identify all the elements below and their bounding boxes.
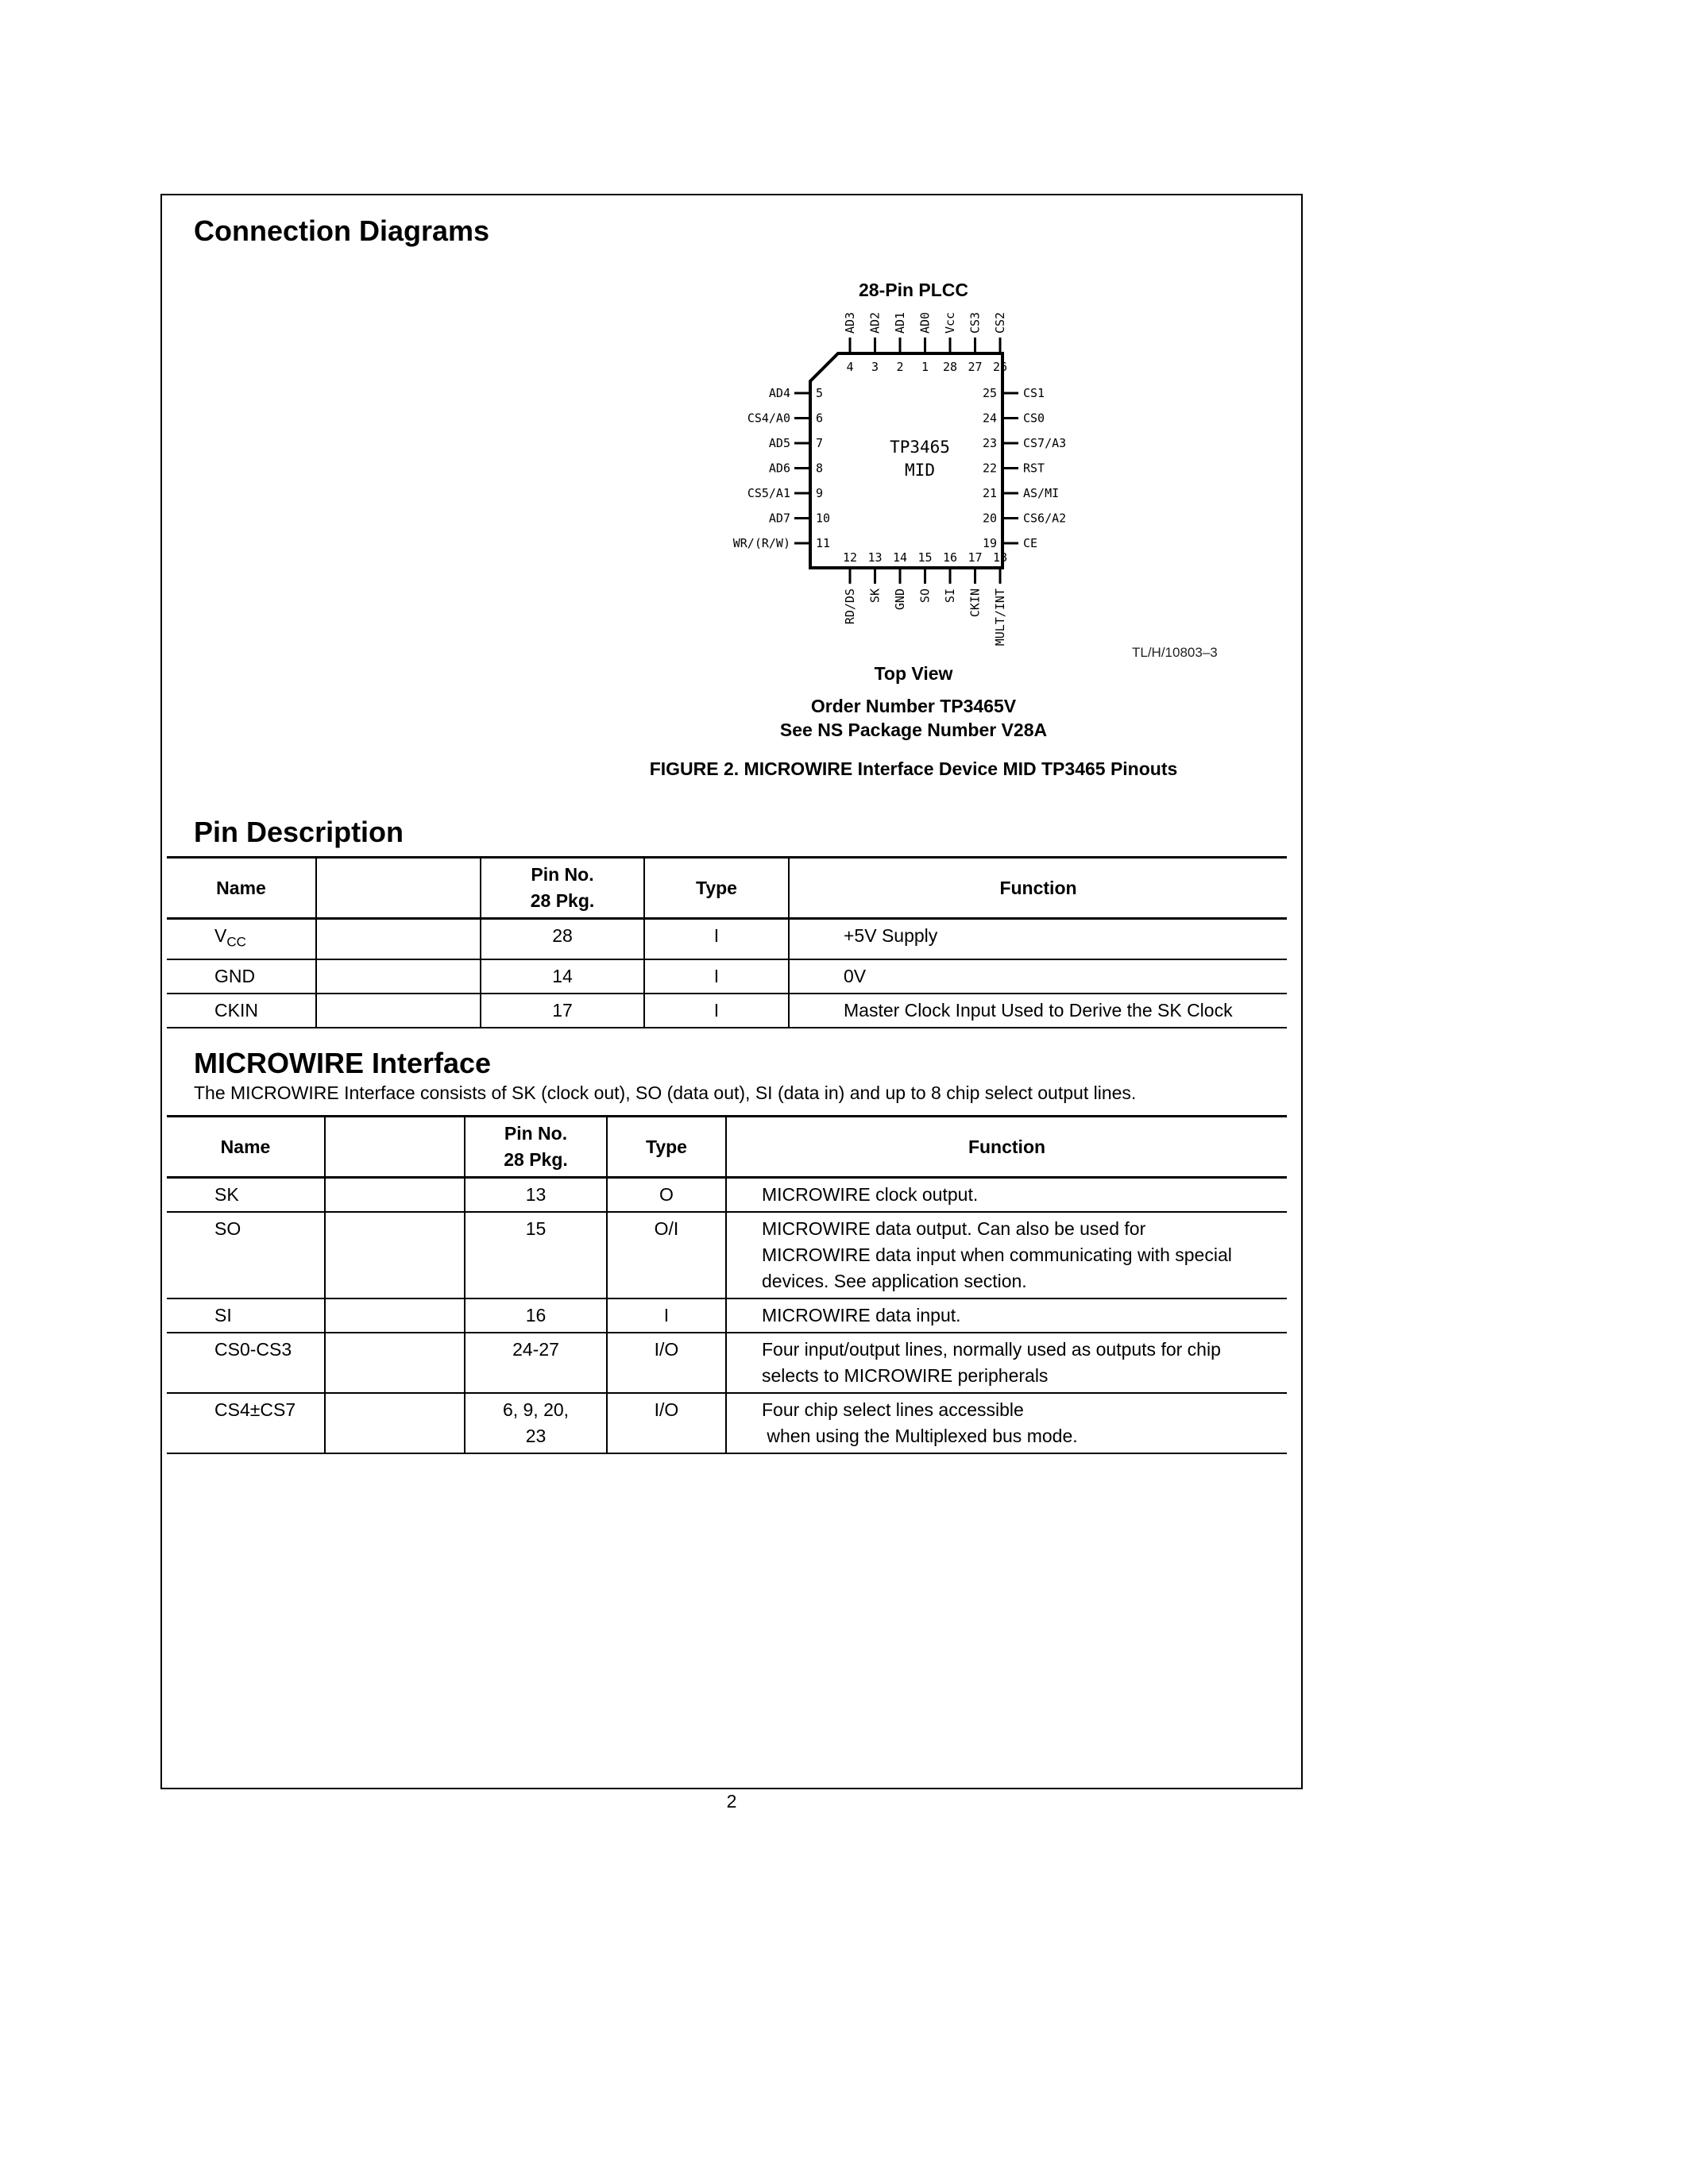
pin-label-right: CS0 <box>1023 411 1045 426</box>
pin-label-left: CS4/A0 <box>747 411 790 426</box>
col-type: Type <box>607 1117 726 1178</box>
microwire-title: MICROWIRE Interface <box>194 1047 492 1079</box>
col-type: Type <box>644 858 789 919</box>
pin-number-right: 19 <box>982 536 997 550</box>
pin-number-bottom: 17 <box>968 550 983 565</box>
pin-label-left: AD5 <box>768 436 790 450</box>
tl-code: TL/H/10803–3 <box>1132 645 1218 660</box>
col-function: Function <box>726 1117 1287 1178</box>
pin-label-right: AS/MI <box>1023 486 1060 500</box>
pin-label-right: CE <box>1023 536 1038 550</box>
order-number: Order Number TP3465V <box>810 696 1017 716</box>
pin-label-bottom: SO <box>917 588 933 604</box>
pin-label-right: CS1 <box>1023 386 1045 400</box>
pin-label-left: WR/(R/W) <box>732 536 790 550</box>
pin-number-bottom: 12 <box>842 550 858 565</box>
pin-number-top: 4 <box>846 360 854 374</box>
pin-label-left: AD4 <box>768 386 790 400</box>
table-row: CS4±CS7 6, 9, 20, 23 I/O Four chip select lines accessible when using the Multiplexed bus mode. <box>167 1393 1287 1453</box>
pin-number-top: 1 <box>921 360 929 374</box>
pin-number-bottom: 14 <box>892 550 908 565</box>
top-view-label: Top View <box>874 663 953 684</box>
pin-label-top: Vcc <box>943 311 957 334</box>
col-blank <box>316 858 481 919</box>
col-pin: Pin No. 28 Pkg. <box>465 1117 607 1178</box>
figure-caption: FIGURE 2. MICROWIRE Interface Device MID TP3465 Pinouts <box>649 758 1178 779</box>
table-row: CKIN 17 I Master Clock Input Used to Derive the SK Clock <box>167 994 1287 1028</box>
plcc-pinout-diagram <box>715 290 1144 655</box>
microwire-table <box>167 1115 1287 1454</box>
pin-number-left: 5 <box>816 386 824 400</box>
pin-number-bottom: 18 <box>992 550 1008 565</box>
pin-label-bottom: RD/DS <box>843 588 857 625</box>
pin-number-top: 26 <box>992 360 1008 374</box>
pin-label-top: CS3 <box>968 311 983 334</box>
pin-label-top: CS2 <box>993 311 1007 334</box>
pin-number-right: 20 <box>982 511 997 526</box>
table-row: CS0-CS3 24-27 I/O Four input/output lines, normally used as outputs for chip selects to MICROWIRE peripherals <box>167 1333 1287 1393</box>
table-row: SI 16 I MICROWIRE data input. <box>167 1298 1287 1333</box>
col-function: Function <box>789 858 1287 919</box>
pin-number-bottom: 16 <box>942 550 958 565</box>
pin-number-top: 3 <box>871 360 879 374</box>
pin-label-right: RST <box>1023 461 1045 476</box>
pin-number-bottom: 13 <box>867 550 883 565</box>
pin-number-left: 7 <box>816 436 824 450</box>
chip-subname: MID <box>905 461 935 480</box>
pin-number-top: 27 <box>968 360 983 374</box>
pin-label-right: CS6/A2 <box>1023 511 1067 526</box>
pin-number-left: 8 <box>816 461 824 476</box>
pin-label-bottom: SK <box>867 588 883 604</box>
chip-name: TP3465 <box>890 438 950 457</box>
table-row: GND 14 I 0V <box>167 959 1287 994</box>
pin-label-top: AD2 <box>867 311 883 334</box>
col-pin: Pin No. 28 Pkg. <box>481 858 644 919</box>
pin-label-bottom: MULT/INT <box>993 588 1007 646</box>
pin-number-left: 10 <box>816 511 831 526</box>
pin-label-top: AD3 <box>843 311 857 334</box>
package-label: 28-Pin PLCC <box>858 280 969 300</box>
pin-number-left: 11 <box>816 536 831 550</box>
pin-label-left: AD7 <box>768 511 790 526</box>
pin-label-left: CS5/A1 <box>747 486 790 500</box>
pin-label-bottom: GND <box>893 588 907 611</box>
pin-label-bottom: CKIN <box>968 588 983 618</box>
col-name: Name <box>220 1136 271 1157</box>
col-name: Name <box>216 877 266 898</box>
pin-number-right: 25 <box>982 386 997 400</box>
pin-number-right: 23 <box>982 436 997 450</box>
pin-number-right: 22 <box>982 461 997 476</box>
page-number: 2 <box>726 1791 737 1812</box>
pin-label-top: AD1 <box>893 311 907 334</box>
col-blank <box>325 1117 465 1178</box>
pin-label-top: AD0 <box>917 311 933 334</box>
table-header-row <box>167 858 1287 919</box>
table-row: SO 15 O/I MICROWIRE data output. Can also be used for MICROWIRE data input when communicating with special devices. See application section. <box>167 1212 1287 1298</box>
pin-number-left: 9 <box>816 486 824 500</box>
table-header-row <box>167 1117 1287 1178</box>
microwire-lead: The MICROWIRE Interface consists of SK (clock out), SO (data out), SI (data in) and up to 8 chip select output lines. <box>194 1082 1137 1103</box>
table-row: SK 13 O MICROWIRE clock output. <box>167 1178 1287 1213</box>
pin-number-top: 28 <box>942 360 958 374</box>
package-number: See NS Package Number V28A <box>779 720 1048 740</box>
pin-description-title: Pin Description <box>194 816 404 848</box>
pin-label-bottom: SI <box>943 588 957 604</box>
pin-number-left: 6 <box>816 411 824 426</box>
pin-description-table <box>167 856 1287 1028</box>
connection-diagrams-title: Connection Diagrams <box>194 214 490 247</box>
pin-label-left: AD6 <box>768 461 790 476</box>
table-row: $V_{CC}$ 28 I +5V Supply <box>167 919 1287 959</box>
pin-number-top: 2 <box>896 360 904 374</box>
pin-label-right: CS7/A3 <box>1023 436 1067 450</box>
pin-number-right: 24 <box>982 411 997 426</box>
pin-number-right: 21 <box>982 486 997 500</box>
pin-number-bottom: 15 <box>917 550 933 565</box>
